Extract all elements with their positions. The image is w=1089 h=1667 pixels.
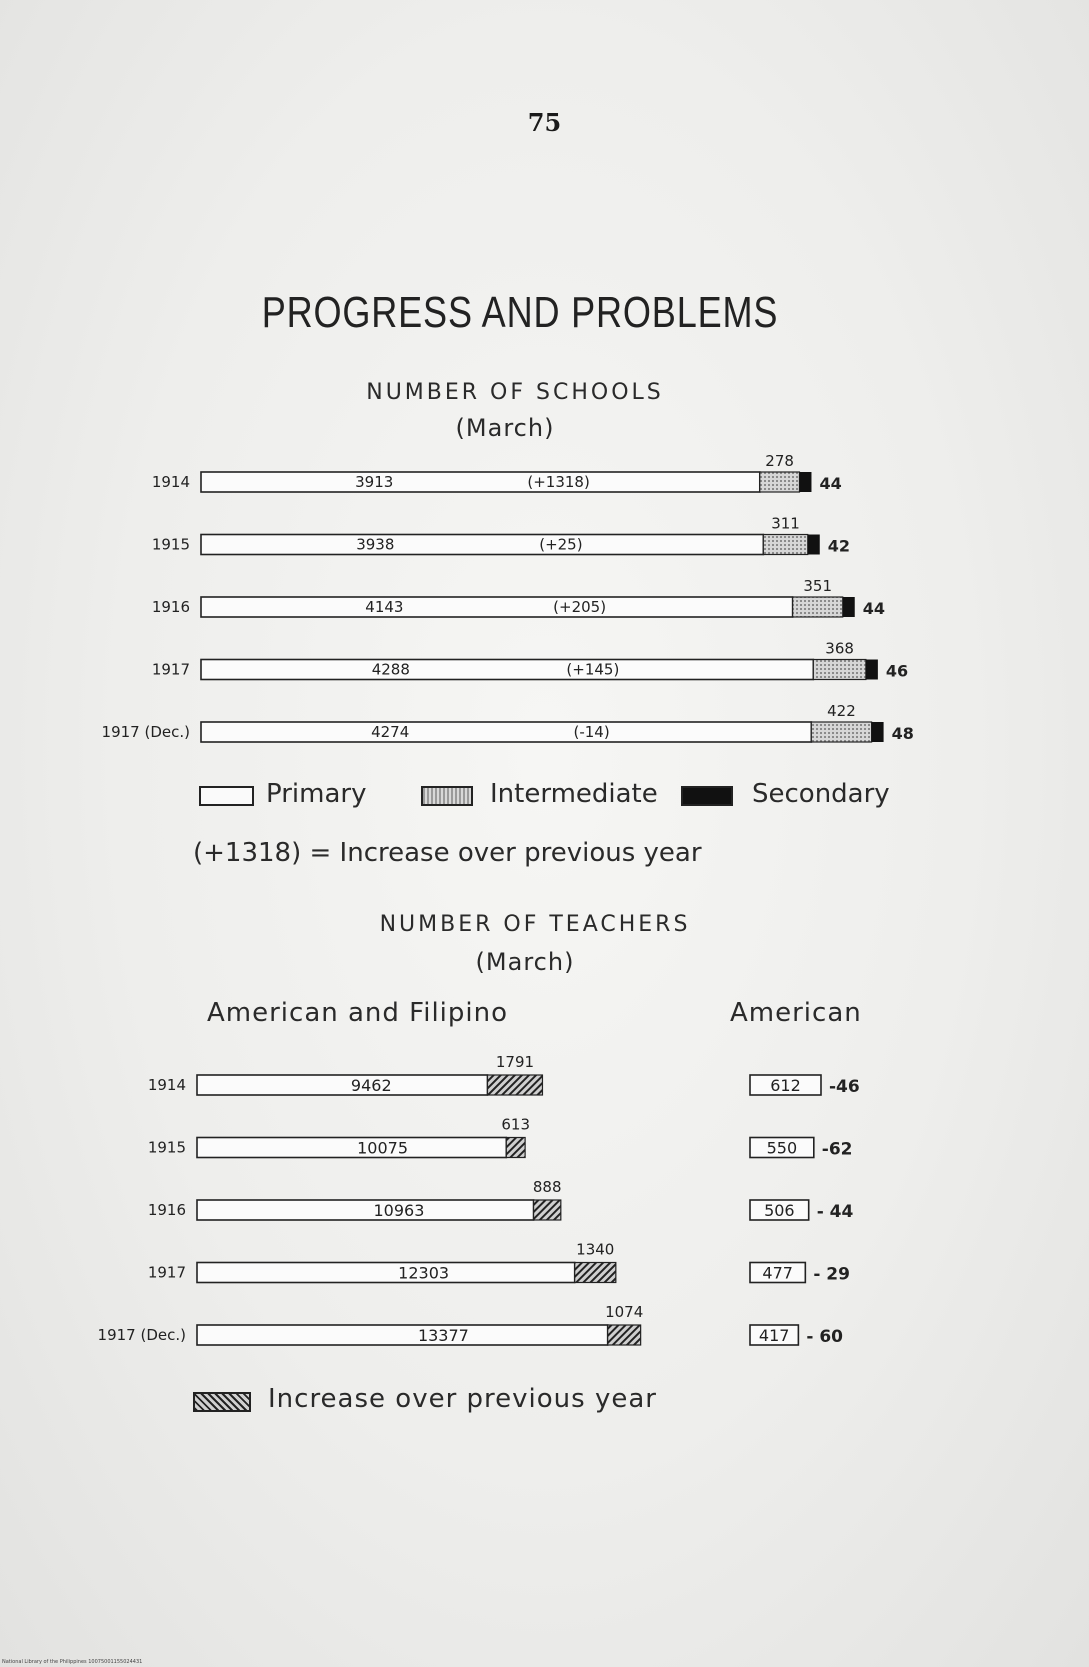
primary-value-label: 3938 <box>356 535 395 554</box>
year-label: 1917 (Dec.) <box>97 1326 186 1344</box>
american-change-label: - 29 <box>813 1264 850 1285</box>
bar-increase <box>608 1325 641 1345</box>
intermediate-value-label: 278 <box>765 452 794 470</box>
teachers-value-label: 13377 <box>417 1326 469 1345</box>
increase-label: (+145) <box>566 660 620 679</box>
year-label: 1915 <box>147 1138 186 1157</box>
legend-secondary-label: Secondary <box>752 779 890 809</box>
teachers-value-label: 10075 <box>357 1138 409 1158</box>
increase-label: (+1318) <box>527 473 590 491</box>
year-label: 1917 (Dec.) <box>101 723 190 741</box>
schools-chart-title: NUMBER OF SCHOOLS <box>366 380 664 405</box>
footer-credit: National Library of the Philippines 10075001155024431 <box>2 1659 143 1665</box>
american-change-label: -62 <box>821 1139 853 1160</box>
increase-value-label: 1791 <box>495 1053 535 1071</box>
american-change-label: -46 <box>828 1077 860 1097</box>
bar-secondary <box>866 660 878 680</box>
page-number: 75 <box>527 108 562 137</box>
american-value-label: 477 <box>762 1263 793 1283</box>
increase-value-label: 613 <box>501 1115 531 1134</box>
schools-chart-subtitle: (March) <box>455 414 555 442</box>
bar-secondary <box>843 597 855 617</box>
american-value-label: 506 <box>764 1201 795 1220</box>
american-heading: American <box>730 998 862 1028</box>
american-value-label: 612 <box>770 1076 801 1095</box>
legend-increase-label: Increase over previous year <box>268 1384 657 1414</box>
bar-teachers <box>197 1200 534 1220</box>
bar-intermediate <box>813 660 866 680</box>
intermediate-value-label: 368 <box>825 639 854 658</box>
bar-increase <box>534 1200 561 1220</box>
bar-teachers <box>197 1263 575 1283</box>
teachers-value-label: 12303 <box>398 1263 450 1283</box>
intermediate-value-label: 311 <box>771 514 800 533</box>
increase-value-label: 888 <box>532 1178 562 1196</box>
year-label: 1915 <box>151 535 190 554</box>
legend-primary-swatch <box>199 786 254 806</box>
teachers-value-label: 10963 <box>373 1201 425 1220</box>
bar-teachers <box>197 1325 608 1345</box>
year-label: 1917 <box>151 660 190 679</box>
primary-value-label: 4274 <box>371 723 410 741</box>
secondary-value-label: 42 <box>827 536 851 556</box>
teachers-chart-subtitle: (March) <box>475 948 575 976</box>
increase-value-label: 1074 <box>605 1303 644 1321</box>
american-change-label: - 60 <box>806 1327 844 1347</box>
bar-intermediate <box>811 722 871 742</box>
bar-secondary <box>872 722 884 742</box>
year-label: 1916 <box>151 598 190 616</box>
bar-primary <box>201 597 793 617</box>
increase-label: (+25) <box>539 535 583 554</box>
secondary-value-label: 48 <box>891 724 914 743</box>
bar-primary <box>201 472 760 492</box>
teachers-chart <box>0 1030 1089 1360</box>
primary-value-label: 4143 <box>365 598 404 616</box>
legend-secondary-swatch <box>681 786 733 806</box>
bar-teachers <box>197 1075 487 1095</box>
bar-primary <box>201 535 763 555</box>
year-label: 1914 <box>151 473 190 491</box>
legend-intermediate-label: Intermediate <box>490 779 658 809</box>
bar-primary <box>201 660 813 680</box>
increase-note: (+1318) = Increase over previous year <box>193 838 702 868</box>
teachers-chart-title: NUMBER OF TEACHERS <box>379 912 691 937</box>
schools-chart <box>0 440 1089 760</box>
secondary-value-label: 44 <box>819 474 842 493</box>
increase-value-label: 1340 <box>576 1240 615 1259</box>
bar-intermediate <box>763 535 807 555</box>
secondary-value-label: 44 <box>862 599 886 618</box>
bar-teachers <box>197 1138 506 1158</box>
increase-label: (-14) <box>573 723 610 741</box>
primary-value-label: 4288 <box>371 660 410 679</box>
bar-secondary <box>808 535 820 555</box>
intermediate-value-label: 351 <box>803 577 833 595</box>
legend-intermediate-swatch <box>421 786 473 806</box>
intermediate-value-label: 422 <box>827 702 856 720</box>
bar-intermediate <box>793 597 843 617</box>
bar-increase <box>575 1263 616 1283</box>
secondary-value-label: 46 <box>885 661 909 681</box>
bar-intermediate <box>760 472 800 492</box>
year-label: 1914 <box>147 1076 186 1094</box>
bar-primary <box>201 722 811 742</box>
year-label: 1917 <box>147 1263 186 1282</box>
page-title: PROGRESS AND PROBLEMS <box>261 288 779 337</box>
american-filipino-heading: American and Filipino <box>207 998 509 1028</box>
american-value-label: 417 <box>758 1326 790 1345</box>
american-value-label: 550 <box>766 1138 798 1158</box>
legend-increase-swatch <box>193 1392 251 1412</box>
legend-primary-label: Primary <box>266 779 367 809</box>
increase-label: (+205) <box>553 598 607 616</box>
year-label: 1916 <box>147 1201 186 1219</box>
bar-increase <box>506 1138 525 1158</box>
bar-secondary <box>799 472 811 492</box>
bar-increase <box>487 1075 542 1095</box>
american-change-label: - 44 <box>816 1202 854 1222</box>
teachers-value-label: 9462 <box>350 1076 392 1095</box>
primary-value-label: 3913 <box>355 473 394 491</box>
